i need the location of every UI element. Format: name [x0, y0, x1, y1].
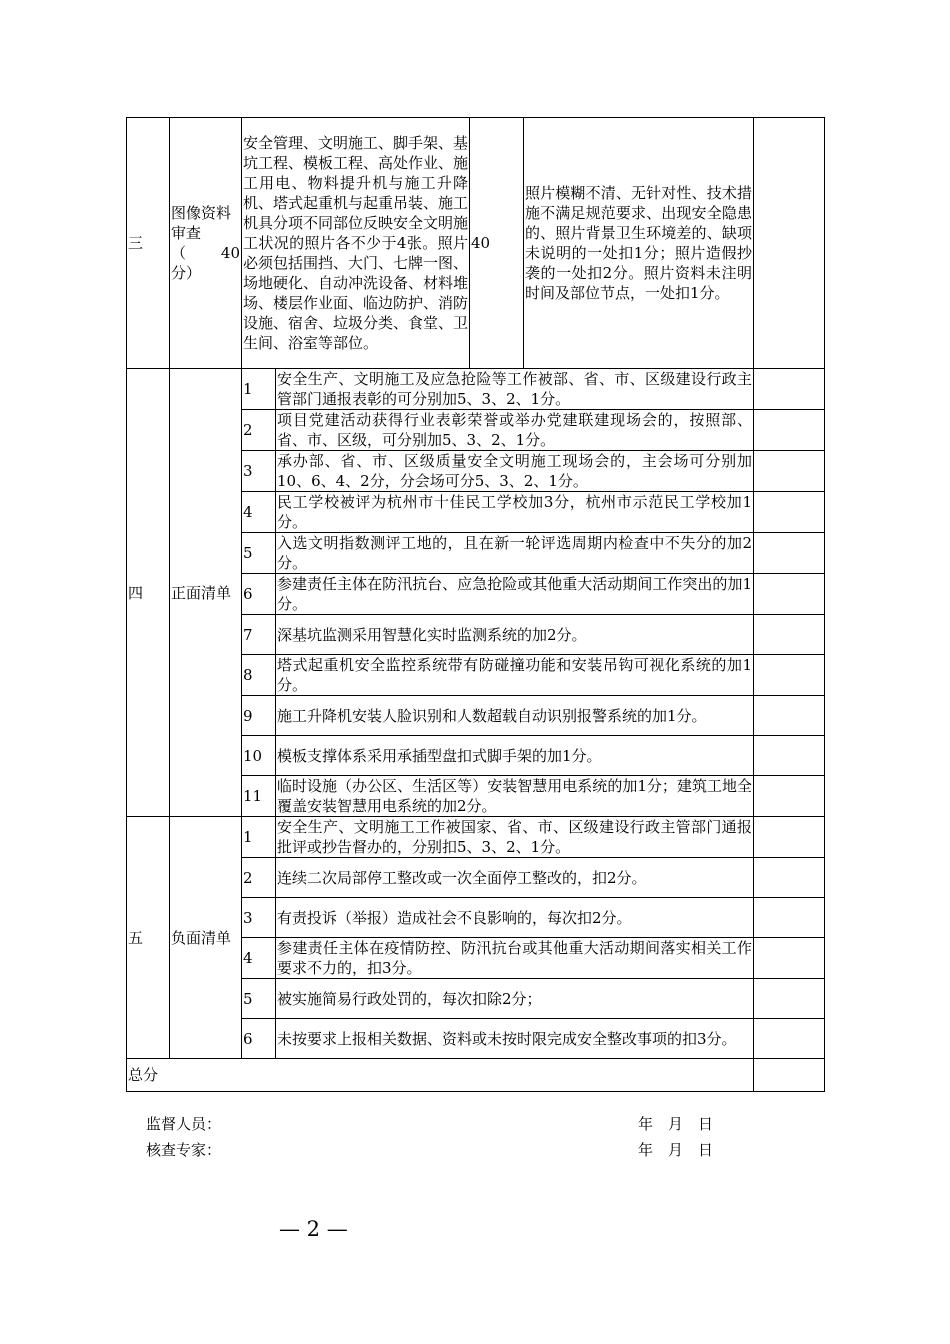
- section-3-score-close: 分）: [171, 264, 202, 282]
- section-3-score-value: 40: [220, 244, 240, 262]
- section-4-item-text: 民工学校被评为杭州市十佳民工学校加3分，杭州市示范民工学校加1分。: [277, 493, 752, 531]
- section-3-score-open: （: [171, 244, 187, 262]
- total-label: 总分: [127, 1059, 754, 1092]
- section-4-number: 四: [127, 369, 170, 817]
- section-4-result-cell: [754, 574, 825, 615]
- section-4-item-no: 5: [242, 533, 276, 574]
- section-4-item-text: 承办部、省、市、区级质量安全文明施工现场会的，主会场可分别加10、6、4、2分，分会场可分5、3、2、1分。: [277, 452, 752, 490]
- supervisor-label: 监督人员：: [146, 1115, 222, 1133]
- section-5-item-no: 3: [242, 898, 276, 938]
- section-5-result-cell: [754, 979, 825, 1019]
- section-4-result-cell: [754, 533, 825, 574]
- section-3-result-cell: [754, 118, 825, 369]
- section-4-item-text: 模板支撑体系采用承插型盘扣式脚手架的加1分。: [276, 736, 754, 776]
- supervisor-date: 年 月 日: [638, 1115, 714, 1133]
- section-4-item-no: 1: [242, 369, 276, 410]
- section-4-item-text: 塔式起重机安全监控系统带有防碰撞功能和安装吊钩可视化系统的加1分。: [277, 656, 752, 694]
- section-5-result-cell: [754, 1019, 825, 1059]
- page-number: — 2 —: [279, 1217, 348, 1241]
- section-4-item-text: 项目党建活动获得行业表彰荣誉或举办党建联建现场会的，按照部、省、市、区级，可分别加5、3、2、1分。: [277, 411, 752, 449]
- section-4-item-text: 参建责任主体在防汛抗台、应急抢险或其他重大活动期间工作突出的加1分。: [277, 575, 752, 613]
- section-4-item-text: 临时设施（办公区、生活区等）安装智慧用电系统的加1分；建筑工地全覆盖安装智慧用电系统的加2分。: [277, 777, 752, 815]
- section-4-item-text: 施工升降机安装人脸识别和人数超载自动识别报警系统的加1分。: [276, 696, 754, 736]
- section-4-item-no: 4: [242, 492, 276, 533]
- total-value-cell: [754, 1059, 825, 1092]
- section-3-score: 40: [470, 118, 524, 369]
- section-5-title: 负面清单: [170, 817, 242, 1059]
- section-4-result-cell: [754, 410, 825, 451]
- section-4-result-cell: [754, 696, 825, 736]
- section-3-title-text: 图像资料审查: [171, 204, 232, 242]
- expert-label: 核查专家：: [146, 1141, 222, 1159]
- total-row: [127, 1059, 825, 1092]
- section-3-row: [127, 118, 825, 369]
- section-4-title: 正面清单: [170, 369, 242, 817]
- section-3-deduction: 照片模糊不清、无针对性、技术措施不满足规范要求、出现安全隐患的、照片背景卫生环境差的、缺项未说明的一处扣1分；照片造假抄袭的一处扣2分。照片资料未注明时间及部位节点，一处扣1分。: [524, 118, 754, 369]
- section-4-item-no: 2: [242, 410, 276, 451]
- section-5-item-no: 4: [242, 938, 276, 979]
- section-5-number: 五: [127, 817, 170, 1059]
- section-3-title: [170, 118, 242, 369]
- section-4-result-cell: [754, 655, 825, 696]
- section-5-item-no: 1: [242, 817, 276, 858]
- section-4-result-cell: [754, 451, 825, 492]
- section-5-item-text: 有责投诉（举报）造成社会不良影响的，每次扣2分。: [276, 898, 754, 938]
- section-5-row-1: [127, 817, 825, 858]
- section-4-item-no: 6: [242, 574, 276, 615]
- section-4-result-cell: [754, 369, 825, 410]
- section-4-result-cell: [754, 776, 825, 817]
- section-4-item-no: 3: [242, 451, 276, 492]
- section-5-item-no: 6: [242, 1019, 276, 1059]
- section-4-item-text: 安全生产、文明施工及应急抢险等工作被部、省、市、区级建设行政主管部门通报表彰的可分别加5、3、2、1分。: [277, 370, 752, 408]
- section-3-requirement: 安全管理、文明施工、脚手架、基坑工程、模板工程、高处作业、施工用电、物料提升机与施工升降机、塔式起重机与起重吊装、施工机具分项不同部位反映安全文明施工状况的照片各不少于4张。照片必须包括围挡、大门、七牌一图、场地硬化、自动冲洗设备、材料堆场、楼层作业面、临边防护、消防设施、宿舍、垃圾分类、食堂、卫生间、浴室等部位。: [242, 118, 470, 369]
- section-5-item-text: 安全生产、文明施工工作被国家、省、市、区级建设行政主管部门通报批评或抄告督办的，分别扣5、3、2、1分。: [277, 818, 752, 856]
- section-4-item-text: 入选文明指数测评工地的，且在新一轮评选周期内检查中不失分的加2分。: [277, 534, 752, 572]
- section-5-result-cell: [754, 898, 825, 938]
- section-5-item-no: 2: [242, 858, 276, 898]
- section-4-item-no: 11: [242, 776, 276, 817]
- section-4-result-cell: [754, 615, 825, 655]
- expert-date: 年 月 日: [638, 1141, 714, 1159]
- section-4-item-text: 深基坑监测采用智慧化实时监测系统的加2分。: [276, 615, 754, 655]
- section-4-item-no: 10: [242, 736, 276, 776]
- section-5-result-cell: [754, 938, 825, 979]
- section-4-item-no: 9: [242, 696, 276, 736]
- section-4-item-no: 7: [242, 615, 276, 655]
- section-5-result-cell: [754, 858, 825, 898]
- section-5-result-cell: [754, 817, 825, 858]
- section-4-result-cell: [754, 492, 825, 533]
- section-5-item-text: 未按要求上报相关数据、资料或未按时限完成安全整改事项的扣3分。: [276, 1019, 754, 1059]
- section-4-result-cell: [754, 736, 825, 776]
- section-5-item-no: 5: [242, 979, 276, 1019]
- section-3-number: 三: [127, 118, 170, 369]
- score-table: [126, 117, 825, 1092]
- section-4-item-no: 8: [242, 655, 276, 696]
- section-4-row-1: [127, 369, 825, 410]
- section-5-item-text: 连续二次局部停工整改或一次全面停工整改的，扣2分。: [276, 858, 754, 898]
- section-5-item-text: 参建责任主体在疫情防控、防汛抗台或其他重大活动期间落实相关工作要求不力的，扣3分。: [277, 939, 752, 977]
- section-5-item-text: 被实施简易行政处罚的，每次扣除2分；: [276, 979, 754, 1019]
